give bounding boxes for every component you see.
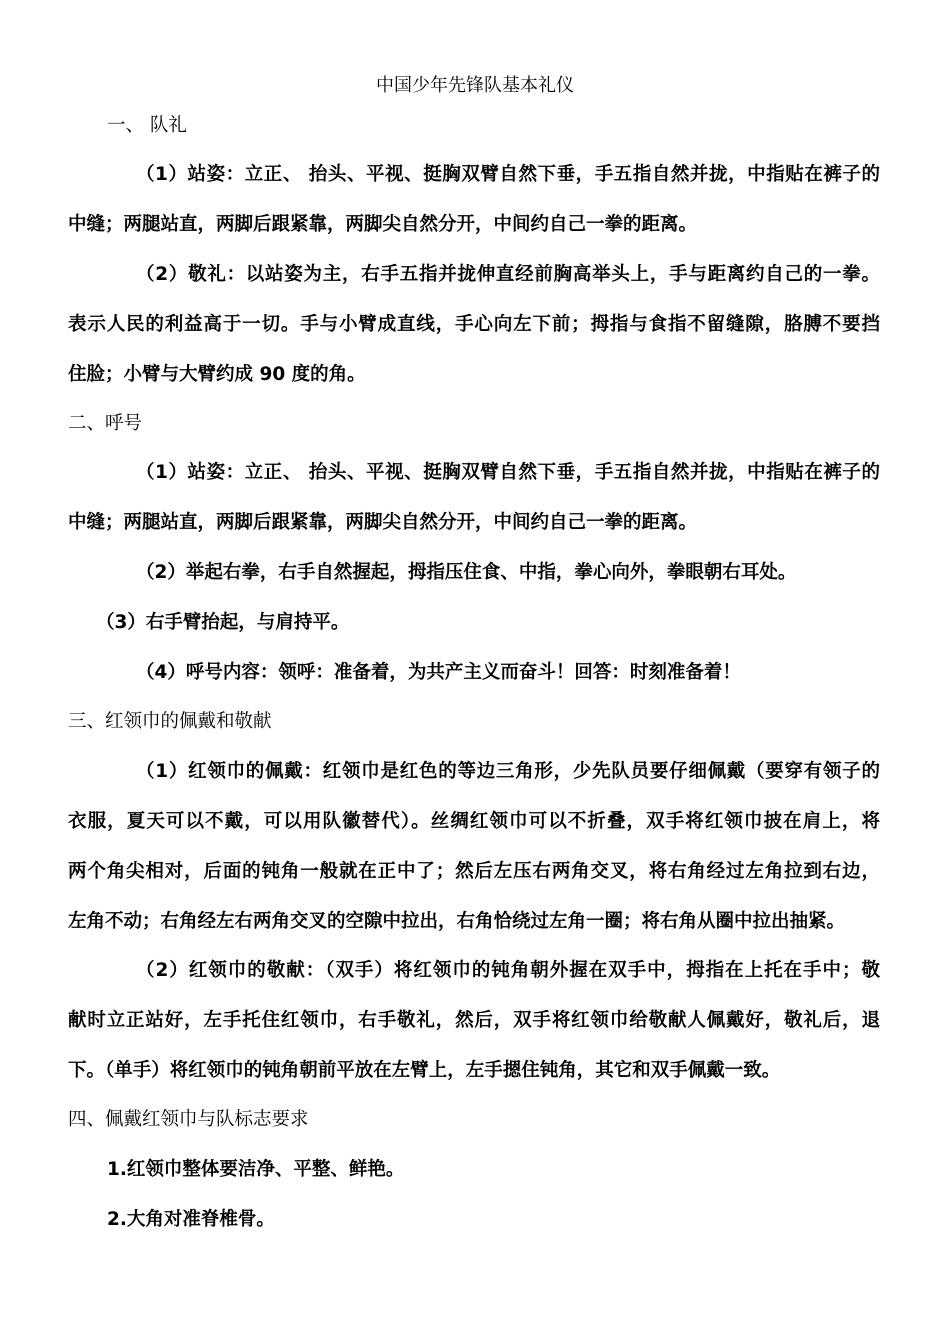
paragraph-line: 左角不动；右角经左右两角交叉的空隙中拉出，右角恰绕过左角一圈；将右角从圈中拉出抽紧。 (68, 911, 846, 932)
section-heading-4: 四、佩戴红领巾与队标志要求 (68, 1109, 309, 1130)
paragraph-line: （1）站姿：立正、 抬头、平视、挺胸双臂自然下垂，手五指自然并拢，中指贴在裤子的 (136, 164, 880, 185)
paragraph-line: 中缝；两腿站直，两脚后跟紧靠，两脚尖自然分开，中间约自己一拳的距离。 (68, 512, 698, 533)
paragraph-line: （2）举起右拳，右手自然握起，拇指压住食、中指，拳心向外，拳眼朝右耳处。 (136, 562, 797, 583)
paragraph-line: 表示人民的利益高于一切。手与小臂成直线，手心向左下前；拇指与食指不留缝隙，胳膊不要挡 (68, 314, 880, 335)
paragraph-line: （1）红领巾的佩戴：红领巾是红色的等边三角形，少先队员要仔细佩戴（要穿有领子的 (136, 761, 880, 782)
paragraph-line: （4）呼号内容：领呼：准备着，为共产主义而奋斗！回答：时刻准备着！ (136, 662, 741, 683)
paragraph-line: 献时立正站好，左手托住红领巾，右手敬礼，然后，双手将红领巾给敬献人佩戴好，敬礼后，退 (68, 1010, 880, 1031)
page-title: 中国少年先锋队基本礼仪 (376, 75, 574, 96)
paragraph-line: 住脸；小臂与大臂约成 90 度的角。 (68, 364, 366, 385)
list-item: 1.红领巾整体要洁净、平整、鲜艳。 (107, 1159, 405, 1180)
section-heading-1: 一、 队礼 (107, 115, 187, 136)
list-item: 2.大角对准脊椎骨。 (107, 1209, 275, 1230)
paragraph-line: （2）敬礼：以站姿为主，右手五指并拢伸直经前胸高举头上，手与距离约自己的一拳。 (136, 264, 880, 285)
paragraph-line: 衣服，夏天可以不戴，可以用队徽替代）。丝绸红领巾可以不折叠，双手将红领巾披在肩上，将 (68, 811, 880, 832)
paragraph-line: （1）站姿：立正、 抬头、平视、挺胸双臂自然下垂，手五指自然并拢，中指贴在裤子的 (136, 462, 880, 483)
paragraph-line: 下。（单手）将红领巾的钝角朝前平放在左臂上，左手摁住钝角，其它和双手佩戴一致。 (68, 1060, 781, 1081)
paragraph-line: （2）红领巾的敬献：（双手）将红领巾的钝角朝外握在双手中，拇指在上托在手中；敬 (136, 960, 880, 981)
paragraph-line: 中缝；两腿站直，两脚后跟紧靠，两脚尖自然分开，中间约自己一拳的距离。 (68, 214, 698, 235)
paragraph-line: 两个角尖相对，后面的钝角一般就在正中了；然后左压右两角交叉，将右角经过左角拉到右边， (68, 861, 880, 882)
section-heading-3: 三、红领巾的佩戴和敬献 (68, 711, 272, 732)
section-heading-2: 二、呼号 (68, 413, 143, 434)
paragraph-line: （3）右手臂抬起，与肩持平。 (96, 612, 350, 633)
